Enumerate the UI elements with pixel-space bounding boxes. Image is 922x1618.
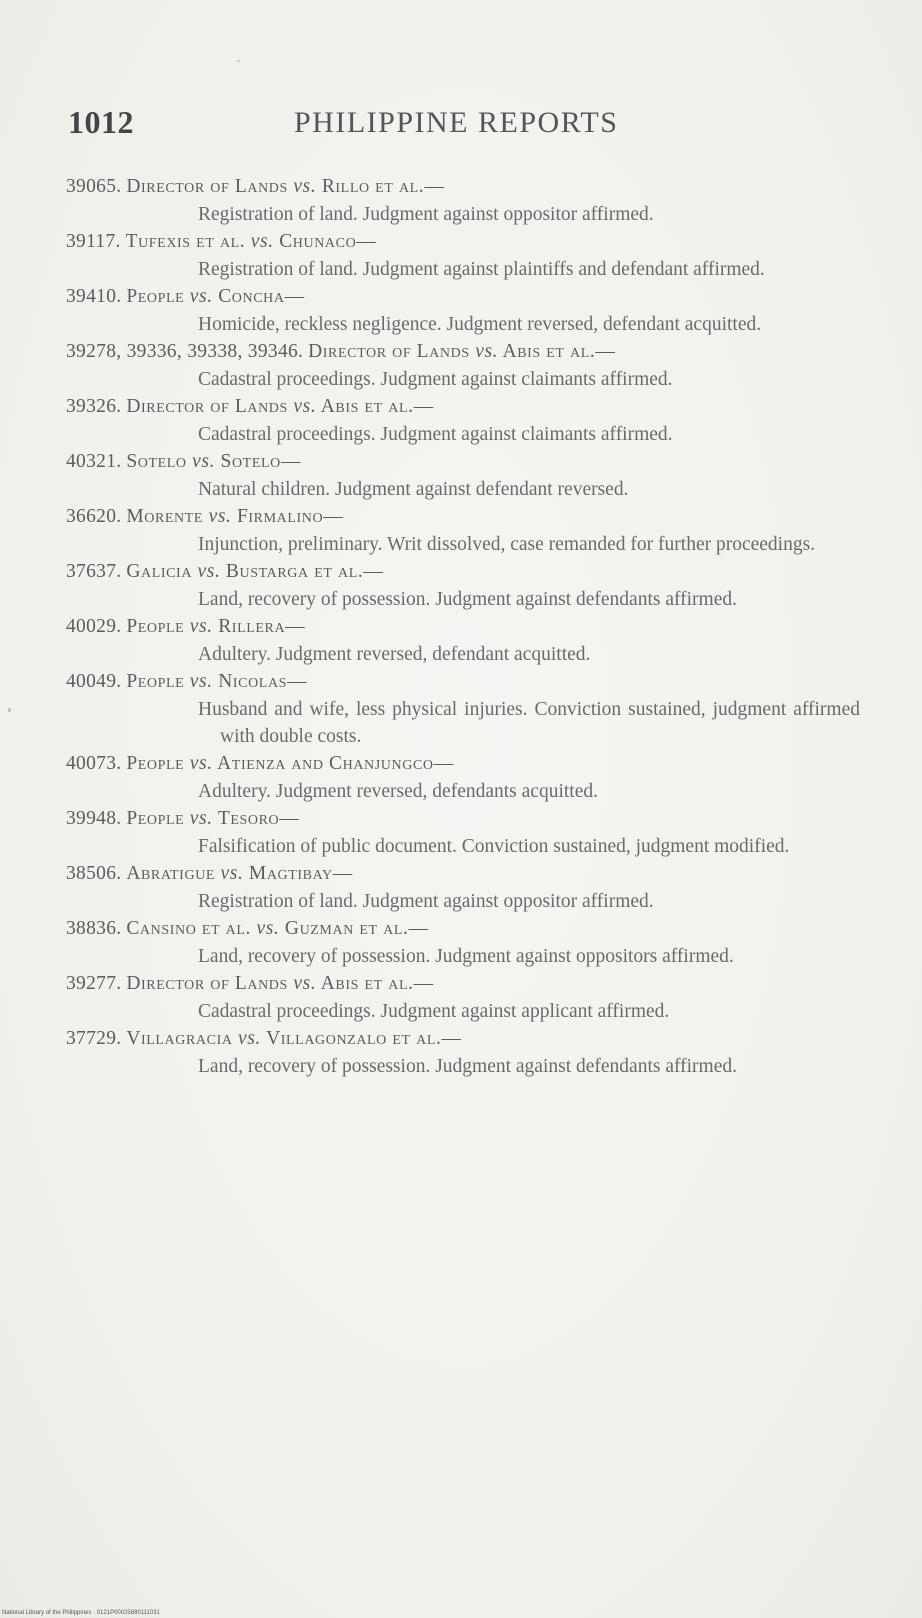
case-entry bbox=[66, 283, 896, 338]
case-heading bbox=[66, 393, 896, 421]
case-number: 38506. bbox=[66, 863, 122, 884]
case-entry bbox=[66, 613, 896, 668]
case-number: 38836. bbox=[66, 918, 122, 939]
case-title bbox=[126, 176, 444, 197]
scan-credit: National Library of the Philippines · 0121P00025880111031 bbox=[2, 1610, 160, 1616]
case-disposition bbox=[198, 256, 860, 283]
case-number: 39948. bbox=[66, 808, 122, 829]
party-two: Abis et al.— bbox=[320, 973, 434, 994]
case-title bbox=[126, 616, 305, 637]
party-two: Magtibay— bbox=[248, 863, 353, 884]
versus-label: vs. bbox=[189, 286, 213, 307]
running-title: PHILIPPINE REPORTS bbox=[294, 106, 619, 139]
case-disposition bbox=[198, 888, 860, 915]
party-one: Sotelo bbox=[126, 451, 187, 472]
case-title bbox=[126, 671, 307, 692]
party-one: Cansino et al. bbox=[126, 918, 251, 939]
case-disposition-text: Registration of land. Judgment against oppositor affirmed. bbox=[198, 891, 654, 912]
case-disposition-text: Adultery. Judgment reversed, defendant acquitted. bbox=[198, 644, 591, 665]
versus-label: vs. bbox=[197, 561, 221, 582]
versus-label: vs. bbox=[250, 231, 274, 252]
case-heading bbox=[66, 448, 896, 476]
case-number: 39117. bbox=[66, 231, 121, 252]
case-entry bbox=[66, 805, 896, 860]
case-title bbox=[126, 506, 343, 527]
case-disposition-text: Husband and wife, less physical injuries. Conviction sustained, judgment affirmed with double costs. bbox=[198, 699, 860, 747]
versus-label: vs. bbox=[192, 451, 216, 472]
case-number: 39277. bbox=[66, 973, 122, 994]
party-one: People bbox=[126, 753, 185, 774]
versus-label: vs. bbox=[189, 753, 213, 774]
case-number: 37729. bbox=[66, 1028, 122, 1049]
party-two: Abis et al.— bbox=[320, 396, 434, 417]
case-heading bbox=[66, 338, 896, 366]
case-title bbox=[308, 341, 615, 362]
case-disposition-text: Registration of land. Judgment against oppositor affirmed. bbox=[198, 204, 654, 225]
party-one: Morente bbox=[126, 506, 204, 527]
case-heading bbox=[66, 750, 896, 778]
party-one: People bbox=[126, 286, 185, 307]
case-entry bbox=[66, 750, 896, 805]
case-disposition bbox=[198, 1053, 860, 1080]
case-disposition bbox=[198, 531, 860, 558]
party-one: Director of Lands bbox=[126, 176, 288, 197]
case-disposition bbox=[198, 586, 860, 613]
party-two: Abis et al.— bbox=[502, 341, 616, 362]
versus-label: vs. bbox=[293, 176, 317, 197]
party-two: Nicolas— bbox=[218, 671, 308, 692]
case-disposition-text: Homicide, reckless negligence. Judgment reversed, defendant acquitted. bbox=[198, 314, 762, 335]
case-heading bbox=[66, 915, 896, 943]
case-heading bbox=[66, 173, 896, 201]
case-disposition-text: Cadastral proceedings. Judgment against claimants affirmed. bbox=[198, 369, 673, 390]
case-disposition bbox=[198, 641, 860, 668]
case-title bbox=[126, 753, 453, 774]
case-entry bbox=[66, 970, 896, 1025]
case-entry bbox=[66, 393, 896, 448]
case-number: 39326. bbox=[66, 396, 122, 417]
party-one: People bbox=[126, 671, 185, 692]
party-two: Bustarga et al.— bbox=[225, 561, 384, 582]
case-disposition-text: Land, recovery of possession. Judgment against oppositors affirmed. bbox=[198, 946, 734, 967]
case-disposition bbox=[198, 421, 860, 448]
versus-label: vs. bbox=[220, 863, 244, 884]
case-entry bbox=[66, 448, 896, 503]
case-heading bbox=[66, 805, 896, 833]
case-title bbox=[126, 863, 353, 884]
case-number: 40029. bbox=[66, 616, 122, 637]
case-disposition-text: Injunction, preliminary. Writ dissolved, case remanded for further proceedings. bbox=[198, 534, 816, 555]
case-disposition bbox=[198, 778, 860, 805]
case-heading bbox=[66, 228, 896, 256]
case-heading bbox=[66, 860, 896, 888]
case-title bbox=[126, 451, 301, 472]
case-heading bbox=[66, 668, 896, 696]
case-number: 36620. bbox=[66, 506, 122, 527]
case-disposition bbox=[198, 366, 860, 393]
case-heading bbox=[66, 503, 896, 531]
versus-label: vs. bbox=[208, 506, 232, 527]
party-one: Director of Lands bbox=[126, 973, 288, 994]
versus-label: vs. bbox=[293, 396, 317, 417]
page-number: 1012 bbox=[68, 104, 134, 140]
case-number: 40073. bbox=[66, 753, 122, 774]
party-two: Concha— bbox=[218, 286, 305, 307]
case-number: 37637. bbox=[66, 561, 122, 582]
case-heading bbox=[66, 283, 896, 311]
party-two: Sotelo— bbox=[220, 451, 301, 472]
case-title bbox=[126, 1028, 461, 1049]
case-disposition bbox=[198, 696, 860, 750]
party-two: Tesoro— bbox=[217, 808, 300, 829]
case-disposition bbox=[198, 311, 860, 338]
case-disposition bbox=[198, 476, 860, 503]
party-one: Director of Lands bbox=[126, 396, 288, 417]
case-entry bbox=[66, 228, 896, 283]
case-entry bbox=[66, 668, 896, 750]
case-title bbox=[126, 286, 304, 307]
scan-speck bbox=[8, 708, 11, 712]
case-disposition-text: Adultery. Judgment reversed, defendants acquitted. bbox=[198, 781, 598, 802]
case-disposition-text: Cadastral proceedings. Judgment against applicant affirmed. bbox=[198, 1001, 670, 1022]
party-two: Guzman et al.— bbox=[284, 918, 429, 939]
party-one: Villagracia bbox=[126, 1028, 233, 1049]
case-entry bbox=[66, 503, 896, 558]
case-disposition-text: Cadastral proceedings. Judgment against claimants affirmed. bbox=[198, 424, 673, 445]
party-one: Tufexis et al. bbox=[125, 231, 246, 252]
case-entry bbox=[66, 915, 896, 970]
case-disposition-text: Land, recovery of possession. Judgment against defendants affirmed. bbox=[198, 589, 737, 610]
case-disposition bbox=[198, 943, 860, 970]
party-one: People bbox=[126, 616, 185, 637]
party-one: People bbox=[126, 808, 185, 829]
case-title bbox=[126, 396, 433, 417]
party-one: Abratigue bbox=[126, 863, 216, 884]
versus-label: vs. bbox=[189, 808, 213, 829]
scan-speck bbox=[237, 60, 240, 62]
case-heading bbox=[66, 613, 896, 641]
party-two: Firmalino— bbox=[236, 506, 344, 527]
case-disposition bbox=[198, 833, 860, 860]
case-number: 40321. bbox=[66, 451, 122, 472]
case-heading bbox=[66, 558, 896, 586]
party-two: Chunaco— bbox=[279, 231, 377, 252]
case-entry bbox=[66, 558, 896, 613]
page-header bbox=[60, 104, 660, 144]
party-two: Atienza and Chanjungco— bbox=[217, 753, 454, 774]
case-disposition-text: Falsification of public document. Conviction sustained, judgment modified. bbox=[198, 836, 790, 857]
versus-label: vs. bbox=[189, 616, 213, 637]
versus-label: vs. bbox=[293, 973, 317, 994]
case-entry bbox=[66, 338, 896, 393]
case-entry bbox=[66, 173, 896, 228]
case-disposition bbox=[198, 998, 860, 1025]
case-title bbox=[126, 918, 428, 939]
versus-label: vs. bbox=[475, 341, 499, 362]
case-disposition-text: Registration of land. Judgment against plaintiffs and defendant affirmed. bbox=[198, 259, 765, 280]
versus-label: vs. bbox=[256, 918, 280, 939]
case-entry bbox=[66, 860, 896, 915]
case-title bbox=[126, 561, 383, 582]
case-title bbox=[126, 973, 433, 994]
case-number: 39410. bbox=[66, 286, 122, 307]
party-two: Rillo et al.— bbox=[321, 176, 445, 197]
case-heading bbox=[66, 970, 896, 998]
versus-label: vs. bbox=[238, 1028, 261, 1049]
case-disposition-text: Land, recovery of possession. Judgment against defendants affirmed. bbox=[198, 1056, 737, 1077]
case-number: 39065. bbox=[66, 176, 122, 197]
case-heading bbox=[66, 1025, 896, 1053]
case-title bbox=[126, 231, 377, 252]
case-disposition-text: Natural children. Judgment against defendant reversed. bbox=[198, 479, 629, 500]
case-number: 40049. bbox=[66, 671, 122, 692]
versus-label: vs. bbox=[189, 671, 213, 692]
case-list bbox=[66, 173, 896, 1080]
case-entry bbox=[66, 1025, 896, 1080]
case-number: 39278, 39336, 39338, 39346. bbox=[66, 341, 304, 362]
party-two: Villagonzalo et al.— bbox=[266, 1028, 462, 1049]
party-one: Director of Lands bbox=[308, 341, 470, 362]
party-one: Galicia bbox=[126, 561, 193, 582]
case-disposition bbox=[198, 201, 860, 228]
case-title bbox=[126, 808, 299, 829]
party-two: Rillera— bbox=[218, 616, 306, 637]
